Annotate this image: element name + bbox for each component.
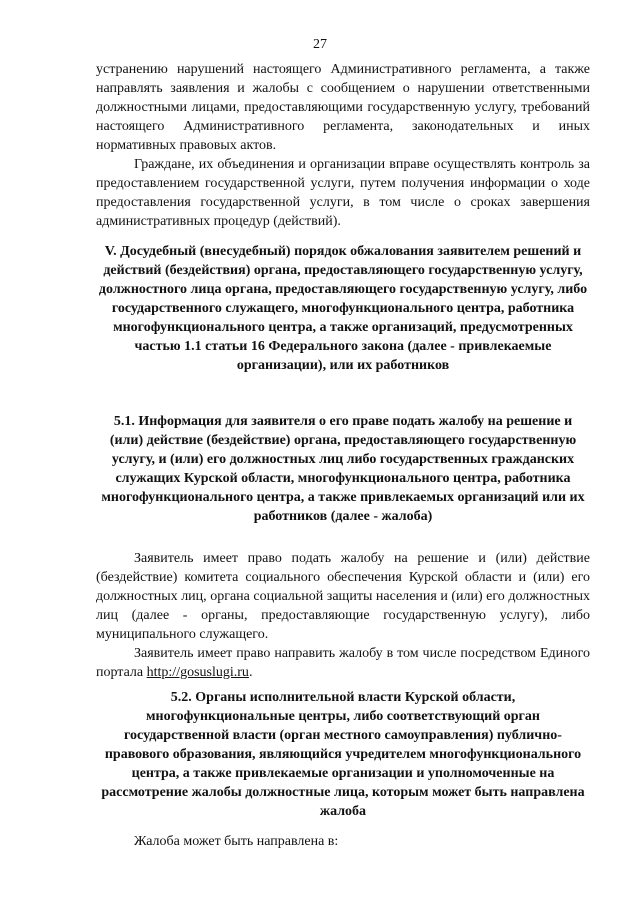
gosuslugi-link[interactable]: http://gosuslugi.ru — [146, 665, 249, 680]
paragraph: Граждане, их объединения и организации вправе осуществлять контроль за предоставлением государственной услуги, путем получения информации о ходе предоставления государственной услуги, в том числе о сроках завершения административных процедур (действий). — [96, 157, 590, 229]
paragraph — [96, 644, 590, 682]
paragraph: устранению нарушений настоящего Административного регламента, а также направлять заявления и жалобы с сообщением о нарушении ответственными должностными лицами, предоставляющими государственную услугу, требований настоящего Административного регламента, законодательных и иных нормативных правовых актов. — [96, 62, 590, 153]
section-heading-5-2: 5.2. Органы исполнительной власти Курской области, многофункциональные центры, либо соответствующий орган государственной власти (орган местного самоуправления) публично-правового образования, являющийся учредителем многофункционального центра, а также привлекаемые организации и уполномоченные на рассмотрение жалобы должностные лица, которым может быть направлена жалоба — [101, 690, 585, 819]
section-5-1-text — [96, 549, 590, 682]
paragraph: Жалоба может быть направлена в: — [134, 834, 339, 849]
section-heading-5-1: 5.1. Информация для заявителя о его праве подать жалобу на решение и (или) действие (бездействие) органа, предоставляющего государственную услугу, и (или) его должностных лиц либо государственных гражданских служащих Курской области, многофункционального центра, работника многофункционального центра, а также привлекаемых организаций или их работников (далее - жалоба) — [101, 414, 585, 524]
paragraph: Заявитель имеет право подать жалобу на решение и (или) действие (бездействие) комитета социального обеспечения Курской области и (или) его должностных лиц, органа социальной защиты населения и (или) его должностных лиц (далее - органы, предоставляющие государственную услугу), либо муниципального служащего. — [96, 551, 590, 642]
intro-text-block — [96, 60, 590, 231]
page-number: 27 — [313, 37, 327, 52]
paragraph-end: . — [248, 665, 253, 680]
section-heading-5: V. Досудебный (внесудебный) порядок обжалования заявителем решений и действий (бездействия) органа, предоставляющего государственную услугу, должностного лица органа, предоставляющего государственную услугу, либо государственного служащего, многофункционального центра, работника многофункционального центра, а также организаций, предусмотренных частью 1.1 статьи 16 Федерального закона (далее - привлекаемые организации), или их работников — [98, 244, 588, 373]
paragraph-text: Заявитель имеет право направить жалобу в том числе посредством Единого портала — [96, 646, 590, 680]
section-5-2-text — [96, 832, 590, 851]
